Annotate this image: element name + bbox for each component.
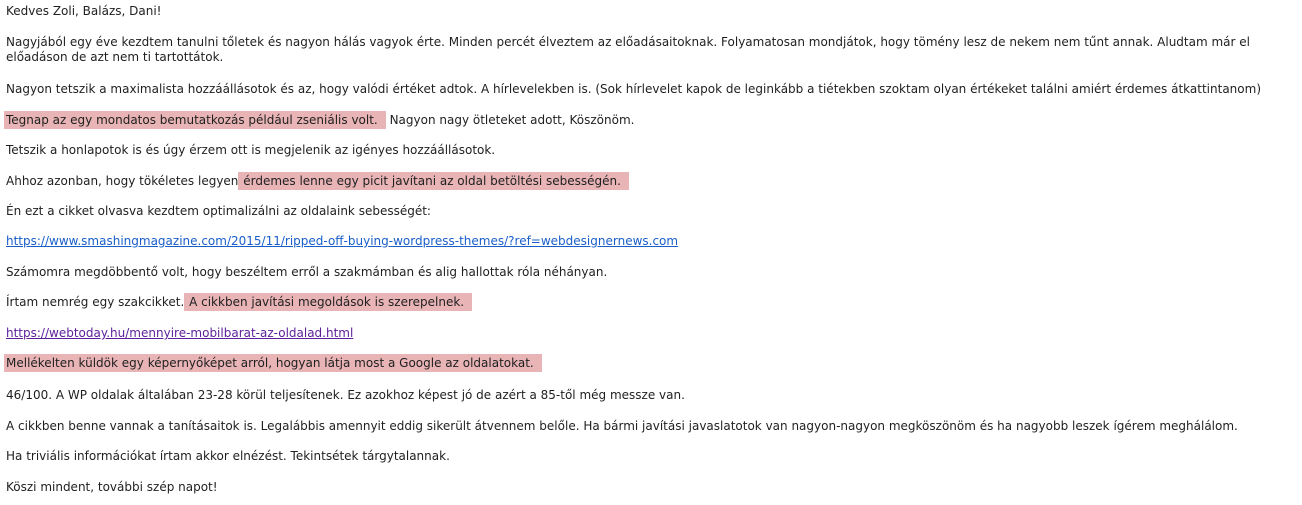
paragraph-1: Nagyjából egy éve kezdtem tanulni tőletek és nagyon hálás vagyok érte. Minden percét élveztem az előadásaitoknak. Folyamatosan mondjátok, hogy tömény lesz de nekem nem tűnt annak. Aludtam már el előadáson de azt nem ti tartottátok.	[6, 35, 1250, 64]
paragraph-6: Én ezt a cikket olvasva kezdtem optimalizálni az oldalaink sebességét:	[6, 204, 431, 218]
paragraph-7: Számomra megdöbbentő volt, hogy beszéltem erről a szakmámban és alig hallottak róla néhányan.	[6, 265, 608, 279]
paragraph-11: A cikkben benne vannak a tanításaitok is. Legalábbis amennyit eddig sikerült átvennem belőle. Ha bármi javítási javaslatotok van nagyon-nagyon megköszönöm és ha nagyobb leszek ígérem meghálálom.	[6, 419, 1238, 433]
paragraph-10: 46/100. A WP oldalak általában 23-28 körül teljesítenek. Ez azokhoz képest jó de azért a 85-től még messze van.	[6, 388, 685, 402]
paragraph-5-start: Ahhoz azonban, hogy tökéletes legyen	[6, 174, 239, 188]
paragraph-12: Ha triviális információkat írtam akkor elnézést. Tekintsétek tárgytalannak.	[6, 449, 450, 463]
link-paragraph-2	[6, 326, 353, 341]
paragraph-8	[6, 295, 472, 310]
highlighted-text: Tegnap az egy mondatos bemutatkozás például zseniális volt.	[4, 111, 386, 129]
highlighted-text: Mellékelten küldök egy képernyőképet arról, hogyan látja most a Google az oldalatokat.	[4, 354, 542, 372]
paragraph-5	[6, 174, 629, 189]
smashingmagazine-link[interactable]: https://www.smashingmagazine.com/2015/11/ripped-off-buying-wordpress-themes/?ref=webdesignernews.com	[6, 234, 679, 248]
paragraph-4: Tetszik a honlapotok is és úgy érzem ott is megjelenik az igényes hozzáállásotok.	[6, 143, 496, 157]
highlighted-text: érdemes lenne egy picit javítani az oldal betöltési sebességén.	[238, 172, 629, 190]
paragraph-8-start: Írtam nemrég egy szakcikket.	[6, 295, 185, 309]
greeting: Kedves Zoli, Balázs, Dani!	[6, 4, 162, 18]
paragraph-2: Nagyon tetszik a maximalista hozzáállásotok és az, hogy valódi értéket adtok. A hírlevelekben is. (Sok hírlevelet kapok de leginkább a tiétekben szoktam olyan értékeket találni amiért érdemes átkattintanom)	[6, 82, 1262, 96]
paragraph-3-rest: Nagyon nagy ötleteket adott, Köszönöm.	[385, 113, 635, 127]
highlighted-text: A cikkben javítási megoldások is szerepelnek.	[184, 293, 472, 311]
paragraph-9	[6, 356, 542, 371]
closing: Köszi mindent, további szép napot!	[6, 480, 218, 494]
paragraph-3	[6, 113, 634, 128]
webtoday-link[interactable]: https://webtoday.hu/mennyire-mobilbarat-az-oldalad.html	[6, 326, 354, 340]
link-paragraph-1	[6, 234, 678, 249]
